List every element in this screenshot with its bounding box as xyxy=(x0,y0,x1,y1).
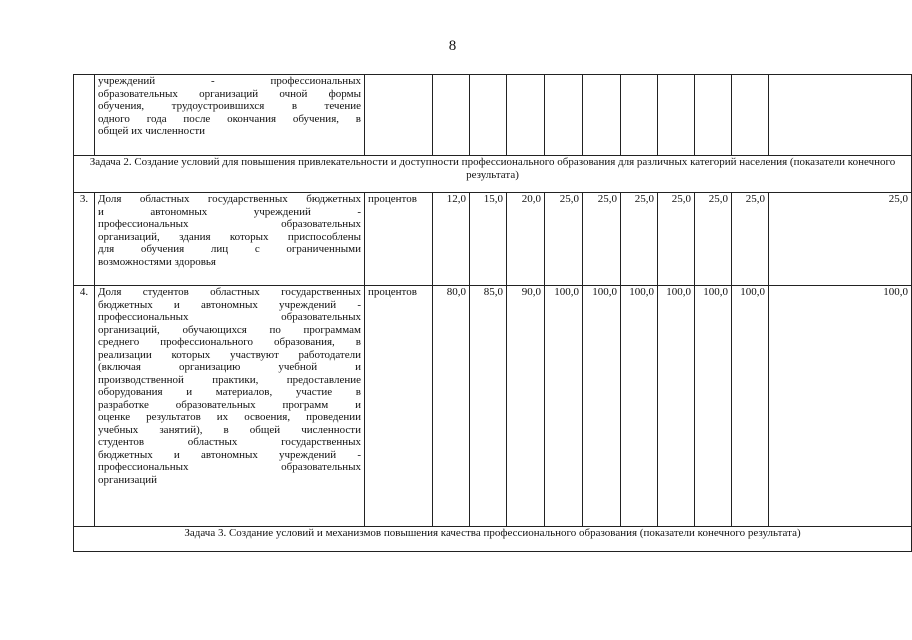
value-cell: 100,0 xyxy=(583,286,621,527)
value-cell: 25,0 xyxy=(545,193,583,286)
unit-cell: процентов xyxy=(365,286,433,527)
value-cell: 100,0 xyxy=(732,286,769,527)
value-cell xyxy=(695,75,732,156)
value-cell xyxy=(769,75,912,156)
value-cell xyxy=(470,75,507,156)
row-index: 4. xyxy=(74,286,95,527)
value-cell: 25,0 xyxy=(769,193,912,286)
task-heading-row xyxy=(74,527,912,552)
task-3-heading: Задача 3. Создание условий и механизмов повышения качества профессионального образования (показатели конечного результата) xyxy=(74,527,912,552)
value-cell: 25,0 xyxy=(621,193,658,286)
table-row xyxy=(74,75,912,156)
value-cell: 100,0 xyxy=(621,286,658,527)
value-cell: 20,0 xyxy=(507,193,545,286)
indicator-description: учреждений - профессиональных образовательных организаций очной формы обучения, трудоустроившихся в течение одного года после окончания обучения, в общей их численности xyxy=(95,75,365,156)
task-2-heading: Задача 2. Создание условий для повышения привлекательности и доступности профессионального образования для различных категорий населения (показатели конечного результата) xyxy=(74,156,912,193)
value-cell: 90,0 xyxy=(507,286,545,527)
indicator-description: Доля студентов областных государственных бюджетных и автономных учреждений - профессиональных образовательных организаций, обучающихся по программам среднего профессионального образования, в реализации которых участвуют работодатели (включая организацию учебной и производственной практики, предоставление оборудования и материалов, участие в разработке образовательных программ и оценке результатов их освоения, проведении учебных занятий), в общей численности студентов областных государственных бюджетных и автономных учреждений - профессиональных образовательных организаций xyxy=(95,286,365,527)
value-cell: 100,0 xyxy=(769,286,912,527)
table-row xyxy=(74,193,912,286)
page-number: 8 xyxy=(448,38,457,54)
value-cell: 12,0 xyxy=(433,193,470,286)
task-heading-row xyxy=(74,156,912,193)
value-cell: 15,0 xyxy=(470,193,507,286)
value-cell: 85,0 xyxy=(470,286,507,527)
unit-cell xyxy=(365,75,433,156)
value-cell: 25,0 xyxy=(695,193,732,286)
value-cell xyxy=(658,75,695,156)
row-index: 3. xyxy=(74,193,95,286)
unit-cell: процентов xyxy=(365,193,433,286)
value-cell: 100,0 xyxy=(658,286,695,527)
value-cell xyxy=(621,75,658,156)
value-cell: 100,0 xyxy=(695,286,732,527)
value-cell xyxy=(732,75,769,156)
value-cell: 100,0 xyxy=(545,286,583,527)
value-cell: 80,0 xyxy=(433,286,470,527)
value-cell xyxy=(545,75,583,156)
row-index-cell xyxy=(74,75,95,156)
value-cell: 25,0 xyxy=(583,193,621,286)
indicator-description: Доля областных государственных бюджетных и автономных учреждений - профессиональных образовательных организаций, здания которых приспособлены для обучения лиц с ограниченными возможностями здоровья xyxy=(95,193,365,286)
value-cell xyxy=(507,75,545,156)
value-cell: 25,0 xyxy=(658,193,695,286)
table-row xyxy=(74,286,912,527)
value-cell: 25,0 xyxy=(732,193,769,286)
value-cell xyxy=(433,75,470,156)
value-cell xyxy=(583,75,621,156)
indicators-table xyxy=(73,74,912,552)
